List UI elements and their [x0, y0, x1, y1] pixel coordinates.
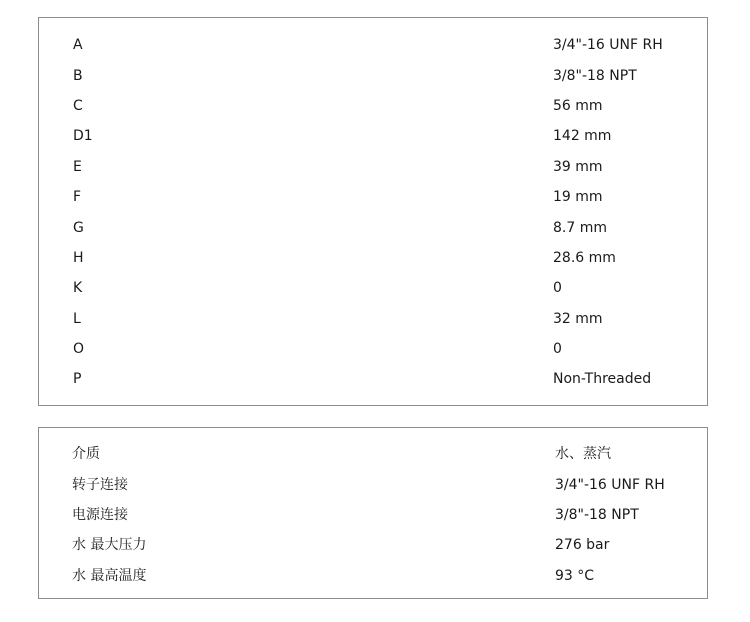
table-row: [39, 91, 707, 121]
dimension-label: E: [73, 158, 82, 175]
table-row: [39, 273, 707, 303]
table-row: [39, 121, 707, 151]
dimension-value: 3/8"-18 NPT: [553, 67, 637, 84]
spec-value: 3/8"-18 NPT: [555, 506, 639, 523]
spec-value: 93 °C: [555, 567, 595, 584]
dimension-value: 19 mm: [553, 189, 603, 206]
spec-label: 电源连接: [72, 506, 128, 523]
dimension-label: H: [73, 249, 84, 266]
dimension-value: 0: [553, 280, 562, 297]
dimension-label: A: [73, 37, 83, 54]
dimension-value: Non-Threaded: [553, 371, 652, 388]
dimension-label: F: [73, 189, 82, 206]
specifications-table: [38, 427, 708, 599]
dimension-value: 3/4"-16 UNF RH: [553, 37, 663, 54]
table-row: [39, 561, 707, 591]
dimension-value: 142 mm: [553, 128, 612, 145]
table-row: [39, 243, 707, 273]
table-row: [39, 469, 707, 499]
dimension-label: L: [73, 310, 81, 327]
table-row: [39, 334, 707, 364]
table-row: [39, 60, 707, 90]
table-row: [39, 30, 707, 60]
dimension-label: C: [73, 97, 83, 114]
dimension-value: 32 mm: [553, 310, 603, 327]
table-row: [39, 364, 707, 394]
spec-label: 介质: [72, 446, 100, 463]
dimensions-table: [38, 17, 708, 406]
dimension-value: 0: [553, 341, 562, 358]
table-row: [39, 530, 707, 560]
table-row: [39, 500, 707, 530]
spec-value: 3/4"-16 UNF RH: [555, 476, 665, 493]
dimension-value: 8.7 mm: [553, 219, 607, 236]
dimension-value: 28.6 mm: [553, 249, 616, 266]
dimension-label: D1: [73, 128, 93, 145]
spec-value: 水、蒸汽: [555, 446, 611, 463]
spec-label: 水 最高温度: [72, 567, 147, 584]
dimension-label: O: [73, 341, 85, 358]
dimension-value: 39 mm: [553, 158, 603, 175]
spec-label: 水 最大压力: [72, 537, 147, 554]
table-row: [39, 439, 707, 469]
table-row: [39, 182, 707, 212]
dimension-label: P: [73, 371, 82, 388]
dimension-label: K: [73, 280, 83, 297]
dimension-label: B: [73, 67, 83, 84]
dimension-value: 56 mm: [553, 97, 603, 114]
dimension-label: G: [73, 219, 84, 236]
spec-value: 276 bar: [555, 537, 610, 554]
table-row: [39, 212, 707, 242]
table-row: [39, 152, 707, 182]
table-row: [39, 304, 707, 334]
spec-label: 转子连接: [72, 476, 128, 493]
